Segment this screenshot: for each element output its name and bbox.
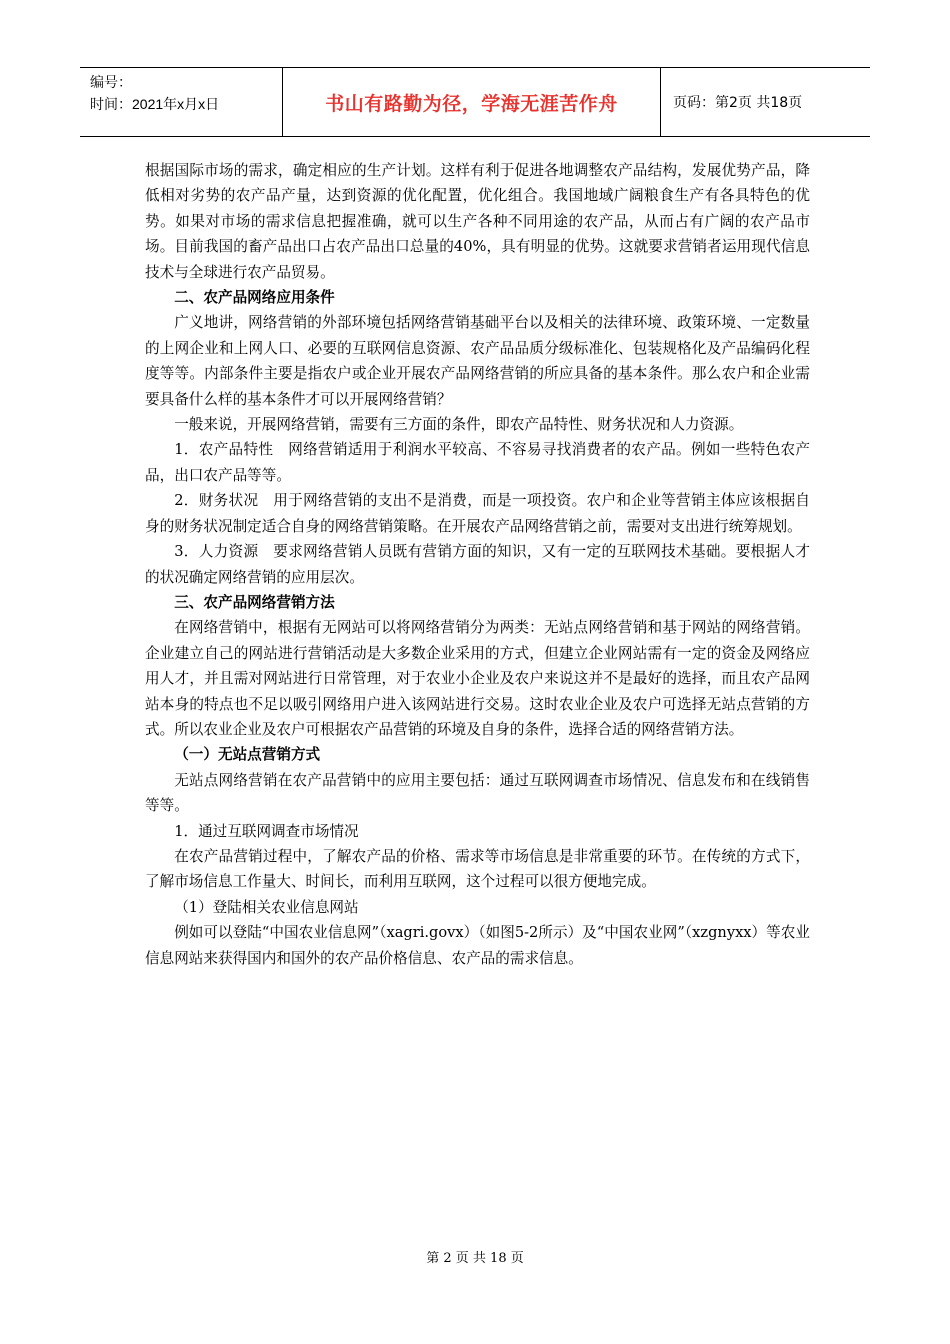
body-paragraph: 在网络营销中，根据有无网站可以将网络营销分为两类：无站点网络营销和基于网站的网络营销。企业建立自己的网站进行营销活动是大多数企业采用的方式，但建立企业网站需有一定的资金及网络应用人才，并且需对网站进行日常管理，对于农业小企业及农户来说这并不是最好的选择，而且农产品网站本身的特点也不足以吸引网络用户进入该网站进行交易。这时农业企业及农户可选择无站点营销的方式。所以农业企业及农户可根据农产品营销的环境及自身的条件，选择合适的网络营销方法。	[145, 619, 810, 738]
body-paragraph: 例如可以登陆“中国农业信息网”（xagri.govx）（如图5-2所示）及“中国农业网”（xzgnyxx）等农业信息网站来获得国内和国外的农产品价格信息、农产品的需求信息。	[145, 924, 810, 967]
body-paragraph: 一般来说，开展网络营销，需要有三方面的条件，即农产品特性、财务状况和人力资源。	[174, 416, 744, 434]
subsection-heading: （一）无站点营销方式	[174, 746, 321, 764]
document-number-label: 编号：	[90, 74, 132, 90]
body-paragraph: 无站点网络营销在农产品营销中的应用主要包括：通过互联网调查市场情况、信息发布和在线销售等等。	[145, 771, 810, 815]
page-footer: 第 2 页 共 18 页	[426, 1251, 524, 1266]
body-paragraph: 1．农产品特性 网络营销适用于利润水平较高、不容易寻找消费者的农产品。例如一些特色农产品，出口农产品等等。	[145, 441, 810, 484]
page-header	[80, 67, 870, 137]
section-heading-2: 二、农产品网络应用条件	[174, 289, 335, 307]
body-paragraph: 广义地讲，网络营销的外部环境包括网络营销基础平台以及相关的法律环境、政策环境、一定数量的上网企业和上网人口、必要的互联网信息资源、农产品品质分级标准化、包装规格化及产品编码化程度等等。内部条件主要是指农户或企业开展农产品网络营销的所应具备的基本条件。那么农户和企业需要具备什么样的基本条件才可以开展网络营销？	[145, 314, 810, 408]
header-meta	[80, 68, 283, 136]
document-time-label: 时间：2021年x月x日	[90, 96, 220, 112]
body-paragraph: （1）登陆相关农业信息网站	[174, 898, 359, 916]
body-paragraph: 3．人力资源 要求网络营销人员既有营销方面的知识，又有一定的互联网技术基础。要根据人才的状况确定网络营销的应用层次。	[145, 543, 810, 586]
body-paragraph: 2．财务状况 用于网络营销的支出不是消费，而是一项投资。农户和企业等营销主体应该根据自身的财务状况制定适合自身的网络营销策略。在开展农产品网络营销之前，需要对支出进行统筹规划。	[145, 492, 810, 535]
header-motto: 书山有路勤为径，学海无涯苦作舟	[283, 68, 661, 136]
header-page-info: 页码：第2页 共18页	[673, 95, 803, 111]
body-paragraph: 在农产品营销过程中，了解农产品的价格、需求等市场信息是非常重要的环节。在传统的方式下，了解市场信息工作量大、时间长，而利用互联网，这个过程可以很方便地完成。	[145, 847, 810, 891]
section-heading-3: 三、农产品网络营销方法	[174, 593, 335, 611]
body-paragraph: 根据国际市场的需求，确定相应的生产计划。这样有利于促进各地调整农产品结构，发展优势产品，降低相对劣势的农产品产量，达到资源的优化配置，优化组合。我国地域广阔粮食生产有各具特色的优势。如果对市场的需求信息把握准确，就可以生产各种不同用途的农产品，从而占有广阔的农产品市场。目前我国的畜产品出口占农产品出口总量的40%，具有明显的优势。这就要求营销者运用现代信息技术与全球进行农产品贸易。	[145, 162, 810, 281]
document-body	[145, 158, 810, 971]
body-paragraph: 1．通过互联网调查市场情况	[174, 822, 359, 840]
